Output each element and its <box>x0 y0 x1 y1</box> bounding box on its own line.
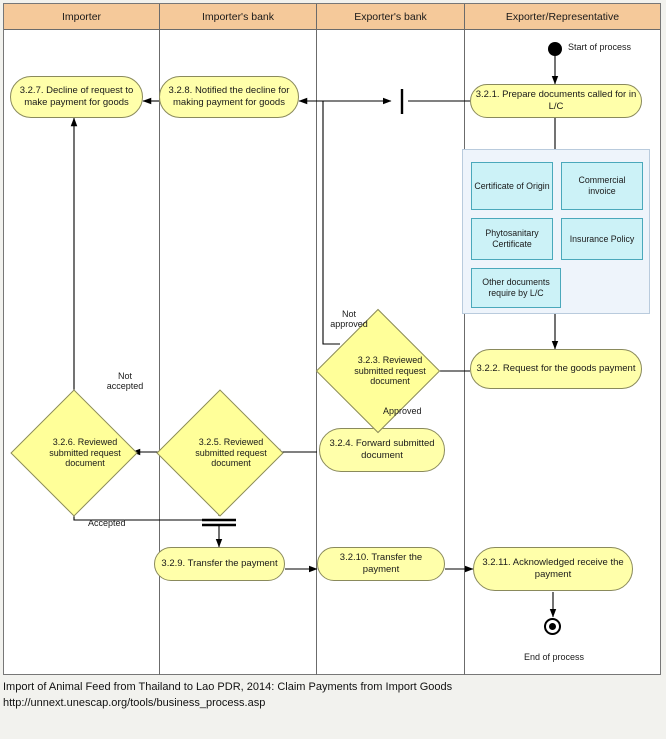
activity-3-2-9[interactable]: 3.2.9. Transfer the payment <box>154 547 285 581</box>
decision-3-2-3[interactable] <box>334 327 426 415</box>
activity-3-2-8[interactable]: 3.2.8. Notified the decline for making payment for goods <box>159 76 299 118</box>
edge-label-not-accepted: Not accepted <box>106 371 144 392</box>
activity-3-2-1[interactable]: 3.2.1. Prepare documents called for in L/C <box>470 84 642 118</box>
process-diagram <box>3 3 661 675</box>
decision-label: 3.2.5. Reviewed submitted request document <box>195 436 267 469</box>
edge-label-not-approved: Not approved <box>330 309 368 330</box>
activity-3-2-11[interactable]: 3.2.11. Acknowledged receive the payment <box>473 547 633 591</box>
lane-header-exporters-bank <box>317 4 465 30</box>
decision-label: 3.2.3. Reviewed submitted request document <box>354 354 426 387</box>
lane-header-importer <box>4 4 160 30</box>
lane-header-exporter-representative <box>465 4 660 30</box>
lane-header-label: Exporter/Representative <box>505 10 620 23</box>
decision-label: 3.2.6. Reviewed submitted request document <box>49 436 121 469</box>
end-label: End of process <box>523 652 585 662</box>
caption-line-2: http://unnext.unescap.org/tools/business_process.asp <box>3 696 266 709</box>
document-commercial-invoice[interactable]: Commercial invoice <box>561 162 643 210</box>
activity-3-2-2[interactable]: 3.2.2. Request for the goods payment <box>470 349 642 389</box>
decision-3-2-6[interactable] <box>29 408 119 498</box>
start-node <box>548 42 562 56</box>
document-group <box>462 149 650 314</box>
start-label: Start of process <box>568 42 632 52</box>
caption-line-1: Import of Animal Feed from Thailand to Lao PDR, 2014: Claim Payments from Import Goods <box>3 681 453 693</box>
activity-3-2-7[interactable]: 3.2.7. Decline of request to make payment for goods <box>10 76 143 118</box>
end-node <box>544 618 561 635</box>
document-other-documents[interactable]: Other documents require by L/C <box>471 268 561 308</box>
lane-header-label: Importer's bank <box>201 10 275 23</box>
document-insurance-policy[interactable]: Insurance Policy <box>561 218 643 260</box>
lane-header-label: Exporter's bank <box>354 10 427 23</box>
edge-label-approved: Approved <box>383 406 422 416</box>
lane-header-importers-bank <box>160 4 317 30</box>
lane-header-label: Importer <box>61 10 102 23</box>
activity-3-2-4[interactable]: 3.2.4. Forward submitted document <box>319 428 445 472</box>
lane-body-importer <box>4 30 160 675</box>
edge-label-accepted: Accepted <box>88 518 126 528</box>
figure-caption <box>3 680 653 712</box>
document-phytosanitary-certificate[interactable]: Phytosanitary Certificate <box>471 218 553 260</box>
swimlane-header-row <box>4 4 660 30</box>
decision-3-2-5[interactable] <box>175 408 265 498</box>
document-certificate-of-origin[interactable]: Certificate of Origin <box>471 162 553 210</box>
activity-3-2-10[interactable]: 3.2.10. Transfer the payment <box>317 547 445 581</box>
